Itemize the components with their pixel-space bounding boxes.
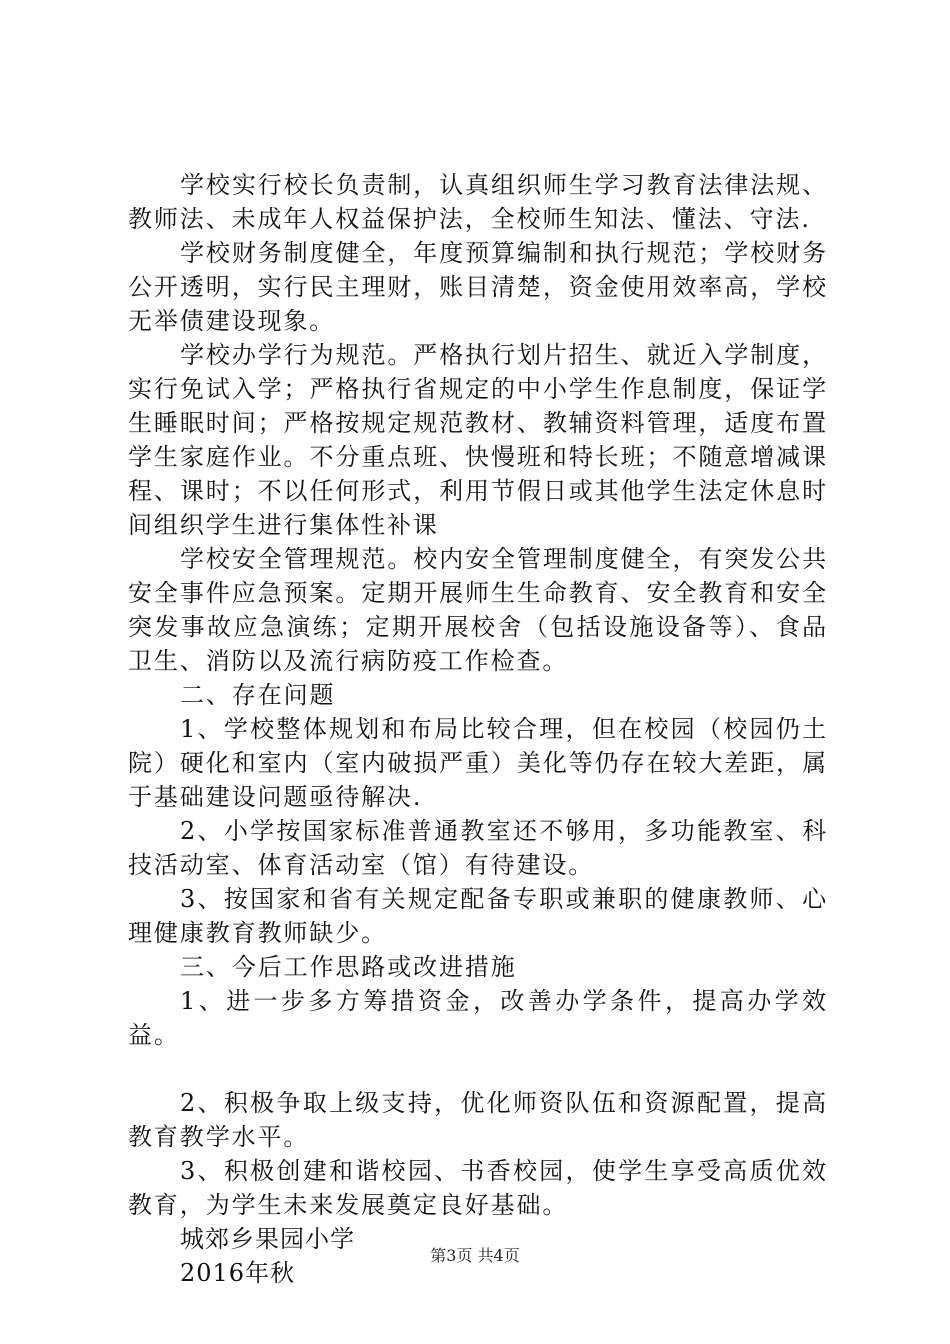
section-heading-problems: 二、存在问题 <box>180 681 336 709</box>
page-footer: 第3页 共4页 <box>430 1246 520 1265</box>
paragraph-leadership: 学校实行校长负责制，认真组织师生学习教育法律法规、教师法、未成年人权益保护法，全校师生知法、懂法、守法. <box>128 171 828 233</box>
improvement-item-2: 2、积极争取上级支持，优化师资队伍和资源配置，提高教育教学水平。 <box>128 1089 828 1151</box>
blank-line <box>128 1052 828 1086</box>
section-heading-improvements: 三、今后工作思路或改进措施 <box>180 953 517 981</box>
signature-organization: 城郊乡果园小学 <box>180 1225 355 1253</box>
problem-item-2: 2、小学按国家标准普通教室还不够用，多功能教室、科技活动室、体育活动室（馆）有待建设。 <box>128 817 828 879</box>
improvement-item-3: 3、积极创建和谐校园、书香校园，使学生享受高质优效教育，为学生未来发展奠定良好基础。 <box>128 1157 828 1219</box>
signature-date: 2016年秋 <box>180 1259 296 1287</box>
paragraph-finance: 学校财务制度健全，年度预算编制和执行规范；学校财务公开透明，实行民主理财，账目清楚，资金使用效率高，学校无举债建设现象。 <box>128 239 828 335</box>
document-body <box>128 168 828 1290</box>
improvement-item-1: 1、进一步多方筹措资金，改善办学条件，提高办学效益。 <box>128 987 828 1049</box>
paragraph-school-conduct: 学校办学行为规范。严格执行划片招生、就近入学制度，实行免试入学；严格执行省规定的中小学生作息制度，保证学生睡眠时间；严格按规定规范教材、教辅资料管理，适度布置学生家庭作业。不分重点班、快慢班和特长班；不随意增减课程、课时；不以任何形式，利用节假日或其他学生法定休息时间组织学生进行集体性补课 <box>128 341 828 539</box>
problem-item-1: 1、学校整体规划和布局比较合理，但在校园（校园仍土院）硬化和室内（室内破损严重）美化等仍存在较大差距，属于基础建设问题亟待解决. <box>128 715 828 811</box>
problem-item-3: 3、按国家和省有关规定配备专职或兼职的健康教师、心理健康教育教师缺少。 <box>128 885 828 947</box>
paragraph-safety: 学校安全管理规范。校内安全管理制度健全，有突发公共安全事件应急预案。定期开展师生生命教育、安全教育和安全突发事故应急演练；定期开展校舍（包括设施设备等）、食品卫生、消防以及流行病防疫工作检查。 <box>128 545 828 675</box>
